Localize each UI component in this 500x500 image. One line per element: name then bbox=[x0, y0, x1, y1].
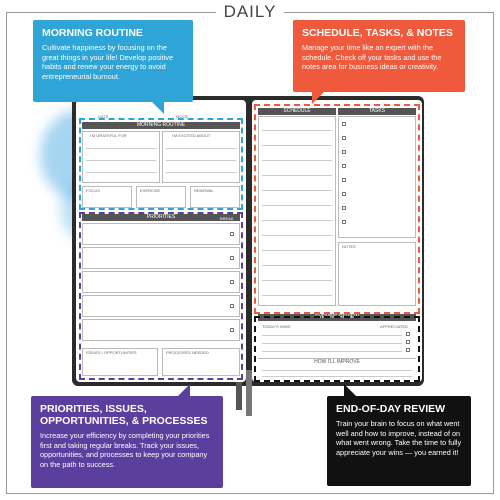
review-callout-title: END-OF-DAY REVIEW bbox=[336, 403, 446, 415]
improve-header: HOW I'LL IMPROVE bbox=[258, 358, 416, 365]
break-label: BREAK bbox=[220, 216, 234, 221]
morning-callout-tail bbox=[150, 100, 164, 114]
focus-label: FOCUS bbox=[86, 188, 100, 193]
morning-callout bbox=[33, 20, 193, 102]
schedule-callout bbox=[293, 20, 465, 92]
schedule-region bbox=[254, 104, 420, 314]
processes-label: PROCESSES NEEDED bbox=[166, 350, 209, 355]
review-callout-tail bbox=[344, 384, 358, 398]
grateful-label: I'M GRATEFUL FOR bbox=[90, 133, 127, 138]
schedule-callout-body: Manage your time like an expert with the schedule. Check off your tasks and use the notes area for business ideas or creativity. bbox=[302, 43, 442, 72]
schedule-callout-tail bbox=[312, 90, 326, 104]
morning-callout-body: Cultivate happiness by focusing on the great things in your life! Develop positive habits and renew your energy to avoid entrepreneurial burnout. bbox=[42, 43, 174, 81]
review-callout-body: Train your brain to focus on what went well and how to improve, instead of on what went wrong. Take the time to fully appreciate your wins — you earned it! bbox=[336, 419, 462, 457]
date-label: DATE bbox=[98, 114, 109, 119]
morning-region bbox=[79, 118, 243, 210]
priorities-header: PRIORITIES bbox=[82, 214, 240, 221]
excited-label: I'M EXCITED ABOUT bbox=[172, 133, 211, 138]
issues-label: ISSUES / OPPORTUNITIES bbox=[86, 350, 137, 355]
priorities-region bbox=[79, 212, 243, 380]
notes-label: NOTES bbox=[342, 244, 356, 249]
mood-label: MOOD bbox=[176, 114, 189, 119]
todays-wins-label: TODAY'S WINS bbox=[262, 324, 291, 329]
morning-callout-title: MORNING ROUTINE bbox=[42, 27, 143, 39]
priorities-callout-tail bbox=[176, 384, 190, 398]
review-region bbox=[254, 316, 420, 382]
priorities-callout bbox=[31, 396, 223, 488]
evening-review-header: EVENING REVIEW bbox=[258, 314, 416, 321]
priorities-callout-title: PRIORITIES, ISSUES, OPPORTUNITIES, & PROCESSES bbox=[40, 403, 208, 428]
page-title-wrap bbox=[0, 2, 500, 22]
schedule-header: SCHEDULE bbox=[258, 108, 336, 115]
page-title: DAILY bbox=[216, 2, 285, 22]
renewal-label: RENEWAL bbox=[194, 188, 214, 193]
priorities-callout-body: Increase your efficiency by completing your priorities first and taking regular breaks. Track your issues, opportunities, and processes to keep your company on the path to success. bbox=[40, 431, 210, 469]
exercise-label: EXERCISE bbox=[140, 188, 161, 193]
appreciated-label: APPRECIATED bbox=[380, 324, 408, 329]
morning-routine-header: MORNING ROUTINE bbox=[82, 122, 240, 129]
tasks-header: TASKS bbox=[338, 108, 416, 115]
review-callout bbox=[327, 396, 471, 486]
schedule-callout-title: SCHEDULE, TASKS, & NOTES bbox=[302, 27, 453, 39]
